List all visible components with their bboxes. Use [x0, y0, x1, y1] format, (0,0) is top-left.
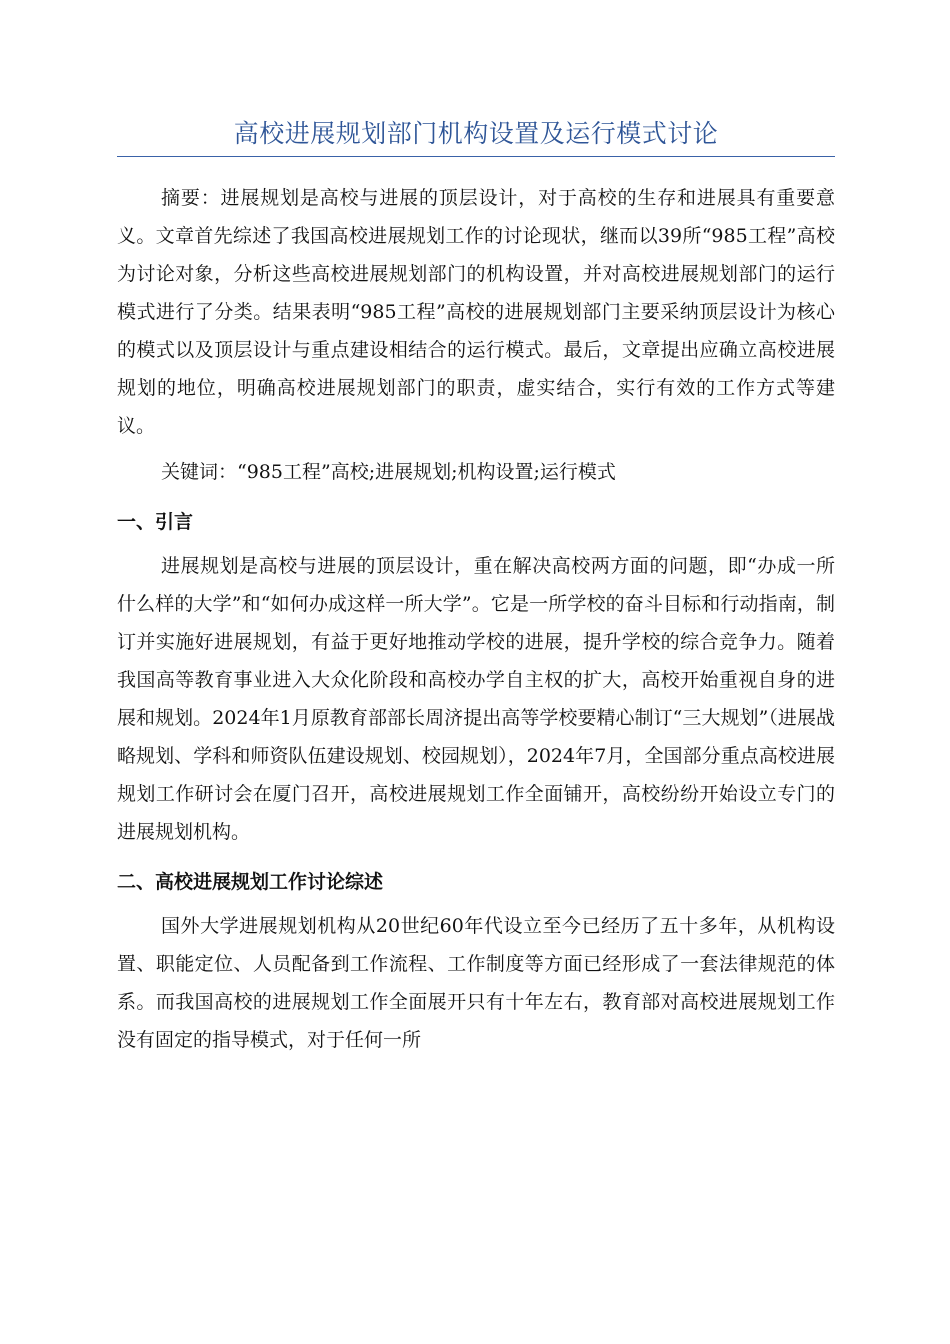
abstract-paragraph: 摘要：进展规划是高校与进展的顶层设计，对于高校的生存和进展具有重要意义。文章首先综述了我国高校进展规划工作的讨论现状，继而以39所“985工程”高校为讨论对象，分析这些高校进展规划部门的机构设置，并对高校进展规划部门的运行模式进行了分类。结果表明“985工程”高校的进展规划部门主要采纳顶层设计为核心的模式以及顶层设计与重点建设相结合的运行模式。最后，文章提出应确立高校进展规划的地位，明确高校进展规划部门的职责，虚实结合，实行有效的工作方式等建议。: [117, 187, 835, 437]
keywords-line: 关键词：“985工程”高校;进展规划;机构设置;运行模式: [161, 461, 616, 483]
section-heading-review: 二、高校进展规划工作讨论综述: [117, 871, 384, 893]
section-heading-introduction: 一、引言: [117, 511, 194, 533]
body-paragraph: 进展规划是高校与进展的顶层设计，重在解决高校两方面的问题，即“办成一所什么样的大学”和“如何办成这样一所大学”。它是一所学校的奋斗目标和行动指南，制订并实施好进展规划，有益于更好地推动学校的进展，提升学校的综合竞争力。随着我国高等教育事业进入大众化阶段和高校办学自主权的扩大，高校开始重视自身的进展和规划。2024年1月原教育部部长周济提出高等学校要精心制订“三大规划”（进展战略规划、学科和师资队伍建设规划、校园规划），2024年7月，全国部分重点高校进展规划工作研讨会在厦门召开，高校进展规划工作全面铺开，高校纷纷开始设立专门的进展规划机构。: [117, 555, 835, 843]
document-title: 高校进展规划部门机构设置及运行模式讨论: [233, 119, 719, 148]
document-page: [117, 112, 835, 1059]
title-underline: [117, 156, 835, 157]
body-paragraph: 国外大学进展规划机构从20世纪60年代设立至今已经历了五十多年，从机构设置、职能定位、人员配备到工作流程、工作制度等方面已经形成了一套法律规范的体系。而我国高校的进展规划工作全面展开只有十年左右，教育部对高校进展规划工作没有固定的指导模式，对于任何一所: [117, 915, 835, 1051]
